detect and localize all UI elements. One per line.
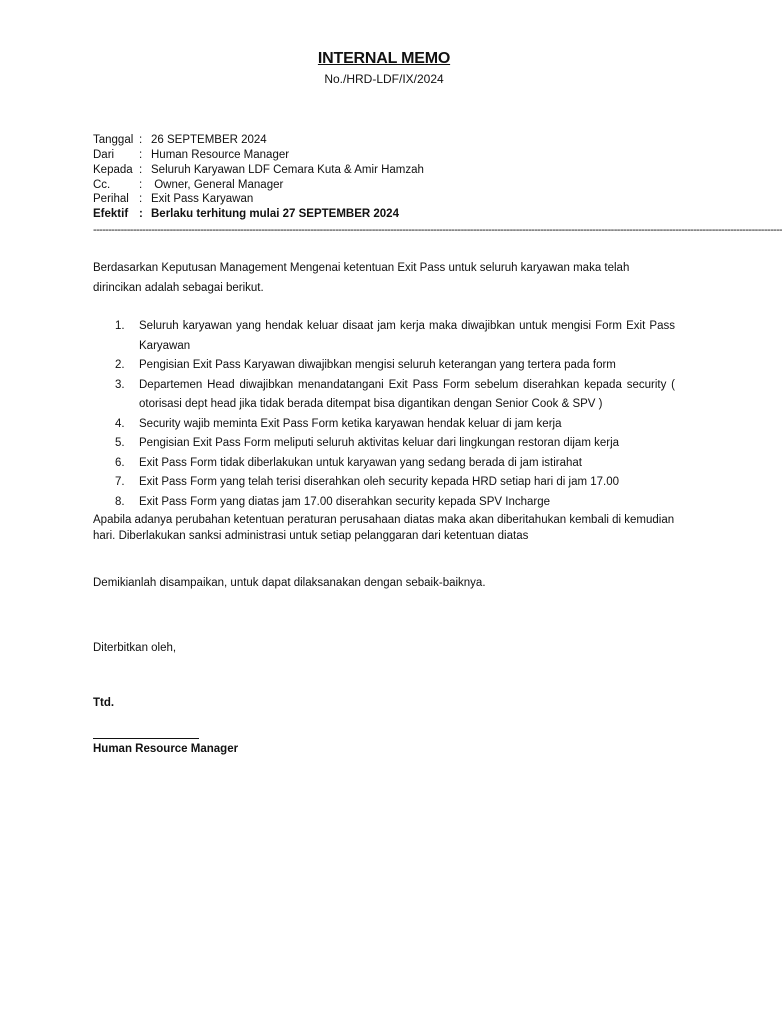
list-item-number: 6. bbox=[115, 456, 125, 469]
memo-number: No./HRD-LDF/IX/2024 bbox=[324, 72, 444, 86]
header-value: Human Resource Manager bbox=[151, 149, 290, 161]
list-item bbox=[93, 317, 675, 356]
list-item bbox=[93, 415, 675, 435]
header-row-tanggal bbox=[93, 133, 267, 147]
list-item-text: Pengisian Exit Pass Form meliputi seluruh aktivitas keluar dari lingkungan restoran dijam kerja bbox=[139, 437, 620, 449]
list-item-text: Seluruh karyawan yang hendak keluar disaat jam kerja maka diwajibkan untuk mengisi Form Exit Pass Karyawan bbox=[139, 320, 675, 352]
intro-paragraph: Berdasarkan Keputusan Management Mengenai ketentuan Exit Pass untuk seluruh karyawan maka telah dirincikan adalah sebagai berikut. bbox=[93, 262, 630, 294]
header-label: Cc. bbox=[93, 179, 111, 191]
signatory-title: Human Resource Manager bbox=[93, 743, 239, 755]
list-item-number: 1. bbox=[115, 320, 125, 332]
issued-by-label: Diterbitkan oleh, bbox=[93, 642, 177, 654]
header-divider: --------------------------------------------------------------------------------------------------------------------------------------------------------------------------------------------------------------------------------- bbox=[93, 224, 782, 236]
memo-title: INTERNAL MEMO bbox=[317, 50, 451, 67]
header-row-perihal bbox=[93, 192, 253, 206]
list-item-text: Departemen Head diwajibkan menandatangani Exit Pass Form sebelum diserahkan kepada security ( otorisasi dept head jika tidak berada ditempat bisa digantikan dengan Senior Cook & SPV ) bbox=[139, 378, 675, 410]
list-item-number: 8. bbox=[115, 495, 125, 508]
list-item bbox=[93, 473, 675, 493]
list-item bbox=[93, 454, 675, 474]
list-item-number: 7. bbox=[115, 476, 125, 488]
ttd-label: Ttd. bbox=[93, 697, 115, 709]
header-value: 26 SEPTEMBER 2024 bbox=[151, 134, 267, 146]
header-label: Efektif bbox=[93, 208, 129, 220]
list-item-text: Exit Pass Form yang telah terisi diserahkan oleh security kepada HRD setiap hari di jam 17.00 bbox=[139, 476, 620, 488]
header-value: Seluruh Karyawan LDF Cemara Kuta & Amir Hamzah bbox=[151, 164, 424, 176]
list-item-text: Exit Pass Form tidak diberlakukan untuk karyawan yang sedang berada di jam istirahat bbox=[139, 456, 582, 469]
header-label: Tanggal bbox=[93, 134, 134, 146]
signature-line bbox=[93, 738, 199, 739]
change-note-paragraph: Apabila adanya perubahan ketentuan peraturan perusahaan diatas maka akan diberitahukan kembali di kemudian hari. Diberlakukan sanksi administrasi untuk setiap pelanggaran dari ketentuan diatas bbox=[93, 514, 675, 542]
header-colon: : bbox=[139, 208, 143, 220]
header-colon: : bbox=[139, 134, 143, 146]
list-item bbox=[93, 493, 675, 513]
list-item-number: 2. bbox=[115, 359, 125, 371]
list-item-number: 3. bbox=[115, 378, 125, 391]
list-item-number: 4. bbox=[115, 417, 125, 430]
header-label: Dari bbox=[93, 149, 115, 161]
header-value: Owner, General Manager bbox=[151, 179, 284, 191]
header-value: Berlaku terhitung mulai 27 SEPTEMBER 2024 bbox=[151, 208, 399, 220]
closing-paragraph: Demikianlah disampaikan, untuk dapat dilaksanakan dengan sebaik-baiknya. bbox=[93, 577, 486, 589]
header-label: Kepada bbox=[93, 164, 133, 176]
header-row-kepada bbox=[93, 163, 424, 177]
list-item bbox=[93, 376, 675, 415]
rules-list bbox=[93, 317, 675, 512]
header-colon: : bbox=[139, 193, 143, 205]
list-item-text: Security wajib meminta Exit Pass Form ketika karyawan hendak keluar di jam kerja bbox=[139, 417, 562, 430]
list-item-number: 5. bbox=[115, 437, 125, 449]
header-value: Exit Pass Karyawan bbox=[151, 193, 254, 205]
list-item bbox=[93, 434, 675, 454]
header-row-cc bbox=[93, 178, 283, 192]
list-item-text: Pengisian Exit Pass Karyawan diwajibkan mengisi seluruh keterangan yang tertera pada form bbox=[139, 359, 616, 371]
header-colon: : bbox=[139, 179, 143, 191]
header-row-dari bbox=[93, 148, 289, 162]
header-colon: : bbox=[139, 149, 143, 161]
header-colon: : bbox=[139, 164, 143, 176]
header-label: Perihal bbox=[93, 193, 129, 205]
header-row-efektif bbox=[93, 207, 399, 221]
list-item bbox=[93, 356, 675, 376]
list-item-text: Exit Pass Form yang diatas jam 17.00 diserahkan security kepada SPV Incharge bbox=[139, 495, 551, 508]
